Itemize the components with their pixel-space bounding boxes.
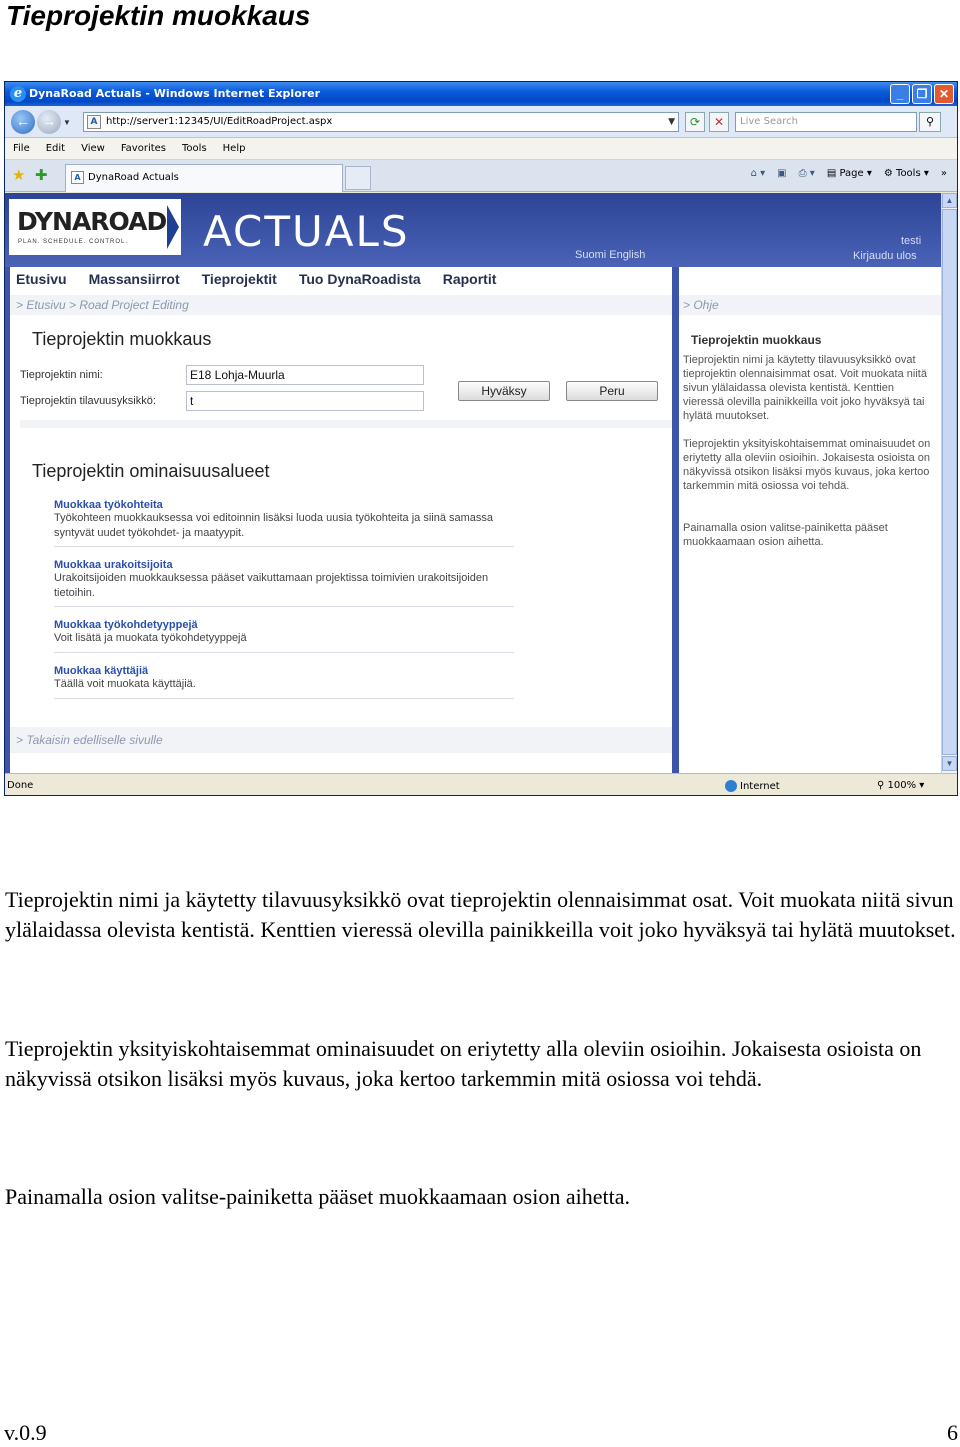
help-paragraph: Tieprojektin yksityiskohtaisemmat ominaisuudet on eriytetty alla oleviin osioihin. Jokaisesta osioista on näkyvissä otsikon lisäksi myös kuvaus, joka kertoo tarkemmin mitä osiossa voi tehdä. (683, 438, 931, 492)
tab-dynaroad-actuals[interactable] (65, 164, 343, 192)
divider (54, 606, 514, 607)
help-title: Tieprojektin muokkaus (691, 333, 822, 347)
globe-icon (725, 780, 737, 792)
edit-users-link[interactable]: Muokkaa käyttäjiä (54, 665, 149, 677)
document-paragraph: Tieprojektin nimi ja käytetty tilavuusyksikkö ovat tieprojektin olennaisimmat osat. Voit muokata niitä sivun ylälaidassa olevista kentistä. Kenttien vieressä olevilla painikkeilla voit joko hyväksyä tai hylätä muutokset. (5, 887, 956, 942)
search-input[interactable]: Live Search (735, 112, 917, 132)
area-section (54, 619, 514, 646)
feeds-icon[interactable]: ▣ (777, 168, 787, 179)
web-page (5, 193, 941, 773)
address-input[interactable] (83, 112, 679, 132)
gear-icon: ⚙ (883, 168, 893, 179)
tools-menu-button[interactable]: ⚙ Tools ▾ (883, 168, 929, 179)
ie-logo-icon: e (10, 86, 26, 102)
minimize-button[interactable]: _ (890, 84, 910, 104)
nav-tuo-dynaroadista[interactable]: Tuo DynaRoadista (298, 271, 421, 287)
vertical-scrollbar[interactable] (941, 193, 957, 773)
accept-button[interactable]: Hyväksy (458, 381, 550, 401)
edit-contractors-link[interactable]: Muokkaa urakoitsijoita (54, 559, 173, 571)
menu-favorites[interactable]: Favorites (120, 143, 167, 154)
main-content (10, 267, 672, 773)
tab-bar (5, 160, 957, 192)
nav-tieprojektit[interactable]: Tieprojektit (201, 271, 277, 287)
area-description: Työkohteen muokkauksessa voi editoinnin lisäksi luoda uusia työkohteita ja siinä samassa syntyvät uudet työkohdet- ja maatyypit. (54, 512, 494, 539)
search-button[interactable] (919, 112, 941, 132)
title-bar (5, 82, 957, 106)
zoom-label: 100% (887, 780, 917, 791)
divider (54, 698, 514, 699)
help-panel (679, 267, 941, 773)
new-tab-button[interactable] (345, 166, 371, 190)
site-header (5, 193, 941, 267)
menu-edit[interactable]: Edit (45, 143, 66, 154)
search-icon: ⚲ (925, 116, 935, 128)
logo-chevron-icon (167, 205, 179, 249)
breadcrumb[interactable]: > Etusivu > Road Project Editing (10, 295, 672, 315)
area-section (54, 559, 514, 601)
forward-button[interactable]: → (37, 110, 61, 134)
cancel-button[interactable]: Peru (566, 381, 658, 401)
menu-view[interactable]: View (81, 143, 105, 154)
back-button[interactable]: ← (11, 110, 35, 134)
document-heading: Tieprojektin muokkaus (6, 0, 311, 31)
page-menu-label: Page (839, 168, 864, 179)
name-label: Tieprojektin nimi: (20, 369, 103, 381)
document-paragraph: Tieprojektin yksityiskohtaisemmat ominaisuudet on eriytetty alla oleviin osioihin. Jokaisesta osioista on näkyvissä otsikon lisäksi myös kuvaus, joka kertoo tarkemmin mitä osiossa voi tehdä. (5, 1036, 922, 1091)
page-number: 6 (947, 1420, 958, 1445)
document-paragraph: Painamalla osion valitse-painiketta pääset muokkaamaan osion aihetta. (5, 1184, 630, 1209)
divider (54, 546, 514, 547)
divider (54, 652, 514, 653)
areas-title: Tieprojektin ominaisuusalueet (32, 461, 270, 481)
area-description: Täällä voit muokata käyttäjiä. (54, 678, 196, 690)
form-title: Tieprojektin muokkaus (32, 329, 212, 349)
nav-etusivu[interactable]: Etusivu (16, 271, 67, 287)
menu-help[interactable]: Help (222, 143, 246, 154)
favorites-star-icon[interactable]: ★ (12, 167, 26, 184)
product-name: ACTUALS (203, 207, 410, 256)
print-icon[interactable]: ⎙ ▾ (798, 168, 815, 179)
area-description: Voit lisätä ja muokata työkohdetyyppejä (54, 632, 247, 644)
unit-label: Tieprojektin tilavuusyksikkö: (20, 395, 156, 407)
zone-label: Internet (740, 781, 780, 792)
page-menu-button[interactable]: ▤ Page ▾ (826, 168, 872, 179)
scroll-thumb[interactable] (942, 209, 957, 755)
menu-tools[interactable]: Tools (182, 143, 207, 154)
help-paragraph: Painamalla osion valitse-painiketta pääset muokkaamaan osion aihetta. (683, 522, 888, 548)
status-text: Done (7, 780, 34, 791)
edit-worksite-types-link[interactable]: Muokkaa työkohdetyyppejä (54, 619, 198, 631)
zoom-button[interactable]: ⚲ 100% ▾ (877, 780, 925, 791)
language-switch[interactable]: Suomi English (575, 249, 646, 261)
form-divider (20, 420, 672, 428)
scroll-up-icon[interactable]: ▲ (942, 193, 957, 208)
address-toolbar (5, 106, 957, 138)
help-breadcrumb[interactable]: > Ohje (679, 295, 941, 315)
page-menu-icon: ▤ (826, 168, 837, 179)
nav-raportit[interactable]: Raportit (442, 271, 497, 287)
edit-worksites-link[interactable]: Muokkaa työkohteita (54, 499, 163, 511)
chevron-more-icon[interactable]: » (940, 168, 947, 179)
menu-file[interactable]: File (13, 143, 30, 154)
help-paragraph: Tieprojektin nimi ja käytetty tilavuusyksikkö ovat tieprojektin olennaisimmat osat. Voit muokata niitä sivun ylälaidassa olevista kentistä. Kenttien vieressä olevilla painikkeilla voit joko hyväksyä tai hylätä muutokset. (683, 354, 927, 422)
logout-link[interactable]: Kirjaudu ulos (853, 250, 917, 262)
area-section (54, 499, 514, 541)
area-section (54, 665, 514, 692)
project-name-input[interactable]: E18 Lohja-Muurla (186, 365, 424, 385)
command-bar (751, 168, 947, 179)
security-zone (725, 780, 780, 792)
window-title: DynaRoad Actuals - Windows Internet Explorer (29, 87, 321, 100)
main-nav (10, 271, 672, 293)
page-icon: A (71, 171, 84, 184)
scroll-down-icon[interactable]: ▼ (942, 756, 957, 771)
version-label: v.0.9 (4, 1420, 47, 1445)
refresh-button[interactable]: ⟳ (685, 112, 705, 132)
add-favorite-icon[interactable]: ✚ (35, 167, 48, 184)
status-bar (5, 773, 957, 796)
user-name: testi (901, 235, 922, 247)
back-link[interactable]: > Takaisin edelliselle sivulle (10, 727, 672, 753)
maximize-button[interactable]: ❐ (912, 84, 932, 104)
volume-unit-input[interactable]: t (186, 391, 424, 411)
nav-massansiirrot[interactable]: Massansiirrot (88, 271, 180, 287)
tab-title: DynaRoad Actuals (88, 172, 179, 183)
area-description: Urakoitsijoiden muokkauksessa pääset vaikuttamaan projektissa toimivien urakoitsijoiden tietoihin. (54, 572, 489, 599)
browser-window (4, 81, 958, 796)
address-dropdown-icon[interactable]: ▼ (668, 117, 675, 127)
address-text: http://server1:12345/UI/EditRoadProject.aspx (106, 116, 333, 127)
page-icon: A (87, 115, 101, 129)
logo-text: DYNAROAD (17, 207, 167, 236)
menu-bar (5, 138, 957, 160)
dynaroad-logo[interactable] (9, 199, 181, 255)
stop-button[interactable]: ✕ (709, 112, 729, 132)
logo-tagline: PLAN. SCHEDULE. CONTROL. (18, 239, 129, 245)
history-dropdown-icon[interactable]: ▼ (63, 118, 71, 127)
home-icon[interactable]: ⌂ ▾ (750, 168, 766, 179)
tools-menu-label: Tools (896, 168, 921, 179)
close-button[interactable]: ✕ (934, 84, 954, 104)
